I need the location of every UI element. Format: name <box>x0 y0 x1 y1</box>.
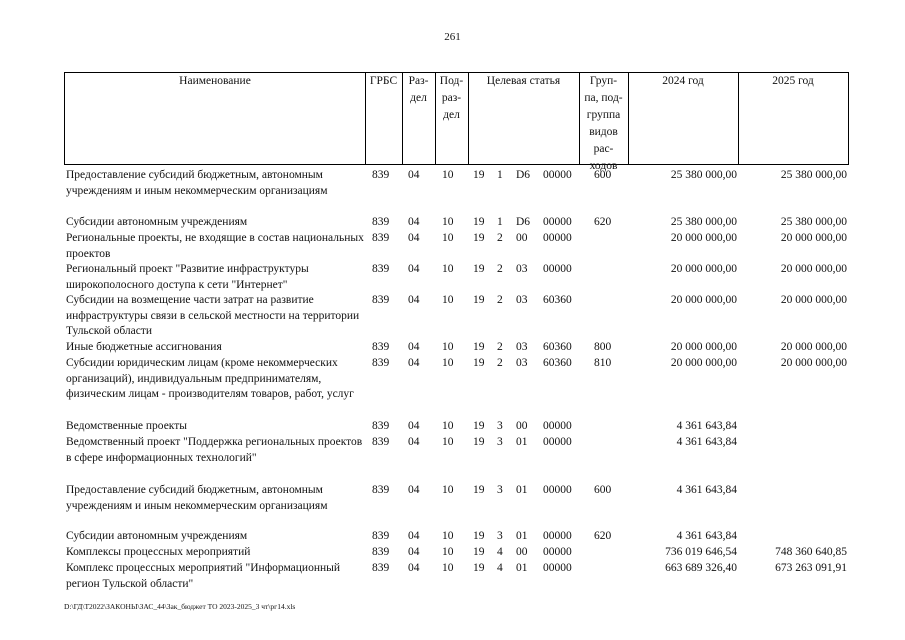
row-target-type: 2 <box>497 294 503 306</box>
row-target-type: 4 <box>497 562 503 574</box>
row-value-2025: 673 263 091,91 <box>775 562 847 574</box>
row-target-program: 19 <box>473 546 485 558</box>
row-podrazdel: 10 <box>442 341 454 353</box>
row-value-2024: 4 361 643,84 <box>676 484 737 496</box>
row-target-type: 2 <box>497 263 503 275</box>
row-grbs: 839 <box>372 216 390 228</box>
row-name: Субсидии автономным учреждениям <box>66 530 248 542</box>
row-podrazdel: 10 <box>442 216 454 228</box>
row-target-program: 19 <box>473 436 485 448</box>
row-expense-type: 600 <box>594 484 612 496</box>
row-value-2024: 20 000 000,00 <box>670 263 737 275</box>
row-target-type: 4 <box>497 546 503 558</box>
row-target-direction: 00000 <box>543 232 572 244</box>
row-value-2024: 4 361 643,84 <box>676 420 737 432</box>
row-razdel: 04 <box>408 562 420 574</box>
row-target-direction: 00000 <box>543 436 572 448</box>
row-target-type: 1 <box>497 216 503 228</box>
row-grbs: 839 <box>372 263 390 275</box>
row-value-2025: 748 360 640,85 <box>775 546 847 558</box>
header-2024: 2024 год <box>662 75 704 87</box>
row-razdel: 04 <box>408 357 420 369</box>
row-podrazdel: 10 <box>442 232 454 244</box>
row-name: Региональный проект "Развитие инфраструктуры широкополосного доступа к сети "Интернет" <box>66 263 309 291</box>
row-value-2024: 4 361 643,84 <box>676 530 737 542</box>
row-target-program: 19 <box>473 484 485 496</box>
row-name: Субсидии автономным учреждениям <box>66 216 248 228</box>
page-number: 261 <box>444 31 461 43</box>
row-podrazdel: 10 <box>442 263 454 275</box>
row-grbs: 839 <box>372 169 390 181</box>
row-value-2024: 736 019 646,54 <box>665 546 737 558</box>
row-name: Региональные проекты, не входящие в состав национальных проектов <box>66 232 364 260</box>
row-razdel: 04 <box>408 294 420 306</box>
row-grbs: 839 <box>372 562 390 574</box>
row-target-type: 3 <box>497 530 503 542</box>
row-name: Предоставление субсидий бюджетным, автономным учреждениям и иным некоммерческим организациям <box>66 169 328 197</box>
row-target-program: 19 <box>473 263 485 275</box>
row-target-type: 3 <box>497 436 503 448</box>
row-target-direction: 00000 <box>543 530 572 542</box>
row-grbs: 839 <box>372 546 390 558</box>
row-target-program: 19 <box>473 232 485 244</box>
row-podrazdel: 10 <box>442 562 454 574</box>
row-target-type: 1 <box>497 169 503 181</box>
row-grbs: 839 <box>372 530 390 542</box>
row-value-2024: 25 380 000,00 <box>670 169 737 181</box>
row-grbs: 839 <box>372 357 390 369</box>
row-expense-type: 620 <box>594 216 612 228</box>
row-razdel: 04 <box>408 530 420 542</box>
header-razdel: Раз- дел <box>408 75 429 104</box>
row-expense-type: 810 <box>594 357 612 369</box>
row-target-direction: 60360 <box>543 341 572 353</box>
header-grbs: ГРБС <box>369 75 398 87</box>
row-expense-type: 600 <box>594 169 612 181</box>
row-target-direction: 60360 <box>543 294 572 306</box>
row-grbs: 839 <box>372 232 390 244</box>
row-value-2025: 20 000 000,00 <box>780 232 847 244</box>
row-podrazdel: 10 <box>442 484 454 496</box>
row-target-direction: 60360 <box>543 357 572 369</box>
row-target-program: 19 <box>473 169 485 181</box>
row-name: Ведомственный проект "Поддержка региональных проектов в сфере информационных технологий" <box>66 436 363 464</box>
row-value-2024: 4 361 643,84 <box>676 436 737 448</box>
row-razdel: 04 <box>408 341 420 353</box>
row-target-type: 2 <box>497 341 503 353</box>
row-razdel: 04 <box>408 232 420 244</box>
row-target-direction: 00000 <box>543 546 572 558</box>
row-podrazdel: 10 <box>442 530 454 542</box>
row-value-2024: 663 689 326,40 <box>665 562 737 574</box>
row-razdel: 04 <box>408 263 420 275</box>
row-target-program: 19 <box>473 294 485 306</box>
row-target-direction: 00000 <box>543 562 572 574</box>
row-target-main: D6 <box>516 169 531 181</box>
row-name: Комплексы процессных мероприятий <box>66 546 251 558</box>
row-target-program: 19 <box>473 216 485 228</box>
row-razdel: 04 <box>408 484 420 496</box>
row-grbs: 839 <box>372 294 390 306</box>
row-grbs: 839 <box>372 341 390 353</box>
row-podrazdel: 10 <box>442 546 454 558</box>
row-expense-type: 800 <box>594 341 612 353</box>
row-podrazdel: 10 <box>442 357 454 369</box>
row-podrazdel: 10 <box>442 436 454 448</box>
row-value-2024: 20 000 000,00 <box>670 232 737 244</box>
file-path-footer: D:\ГД\Т2022\ЗАКОНЫ\ЗАС_44\Зак_бюджет ТО 2023-2025_3 чт\рг14.xls <box>64 602 296 611</box>
row-value-2025: 25 380 000,00 <box>780 169 847 181</box>
row-target-program: 19 <box>473 530 485 542</box>
row-value-2024: 25 380 000,00 <box>670 216 737 228</box>
row-razdel: 04 <box>408 420 420 432</box>
table-header <box>64 72 849 172</box>
row-podrazdel: 10 <box>442 420 454 432</box>
header-target: Целевая статья <box>486 75 561 87</box>
row-value-2025: 20 000 000,00 <box>780 357 847 369</box>
row-target-program: 19 <box>473 341 485 353</box>
row-target-type: 2 <box>497 357 503 369</box>
row-podrazdel: 10 <box>442 294 454 306</box>
header-name: Наименование <box>179 75 251 87</box>
header-podrazdel: Под- раз- дел <box>439 75 464 121</box>
row-target-type: 3 <box>497 484 503 496</box>
row-value-2024: 20 000 000,00 <box>670 294 737 306</box>
row-razdel: 04 <box>408 546 420 558</box>
row-target-program: 19 <box>473 562 485 574</box>
row-target-main: 00 <box>516 232 528 244</box>
row-name: Субсидии юридическим лицам (кроме некоммерческих организаций), индивидуальным предпринимателям, физическим лицам - производителям товаров, работ, услуг <box>66 357 354 400</box>
row-expense-type: 620 <box>594 530 612 542</box>
row-target-main: 03 <box>516 357 528 369</box>
row-target-main: 01 <box>516 562 528 574</box>
row-target-program: 19 <box>473 357 485 369</box>
row-target-main: 01 <box>516 436 528 448</box>
row-target-main: 00 <box>516 420 528 432</box>
row-grbs: 839 <box>372 484 390 496</box>
row-target-main: 03 <box>516 341 528 353</box>
row-target-program: 19 <box>473 420 485 432</box>
row-target-main: 03 <box>516 263 528 275</box>
row-podrazdel: 10 <box>442 169 454 181</box>
row-value-2025: 20 000 000,00 <box>780 341 847 353</box>
header-2025: 2025 год <box>772 75 814 87</box>
row-target-main: D6 <box>516 216 531 228</box>
row-value-2025: 20 000 000,00 <box>780 294 847 306</box>
row-name: Ведомственные проекты <box>66 420 187 432</box>
row-target-main: 00 <box>516 546 528 558</box>
row-target-direction: 00000 <box>543 484 572 496</box>
row-target-type: 2 <box>497 232 503 244</box>
row-target-main: 03 <box>516 294 528 306</box>
row-name: Комплекс процессных мероприятий "Информационный регион Тульской области" <box>66 562 341 590</box>
row-name: Предоставление субсидий бюджетным, автономным учреждениям и иным некоммерческим организациям <box>66 484 328 512</box>
row-target-main: 01 <box>516 484 528 496</box>
row-grbs: 839 <box>372 420 390 432</box>
row-grbs: 839 <box>372 436 390 448</box>
row-target-direction: 00000 <box>543 216 572 228</box>
row-target-direction: 00000 <box>543 420 572 432</box>
row-target-direction: 00000 <box>543 263 572 275</box>
row-name: Субсидии на возмещение части затрат на развитие инфраструктуры связи в сельской местности на территории Тульской области <box>66 294 360 337</box>
row-razdel: 04 <box>408 216 420 228</box>
row-value-2024: 20 000 000,00 <box>670 341 737 353</box>
row-value-2025: 20 000 000,00 <box>780 263 847 275</box>
row-name: Иные бюджетные ассигнования <box>66 341 222 353</box>
row-target-direction: 00000 <box>543 169 572 181</box>
row-razdel: 04 <box>408 169 420 181</box>
header-group: Груп- па, под- группа видов рас- ходов <box>584 75 623 172</box>
row-target-main: 01 <box>516 530 528 542</box>
row-value-2025: 25 380 000,00 <box>780 216 847 228</box>
row-razdel: 04 <box>408 436 420 448</box>
row-value-2024: 20 000 000,00 <box>670 357 737 369</box>
row-target-type: 3 <box>497 420 503 432</box>
